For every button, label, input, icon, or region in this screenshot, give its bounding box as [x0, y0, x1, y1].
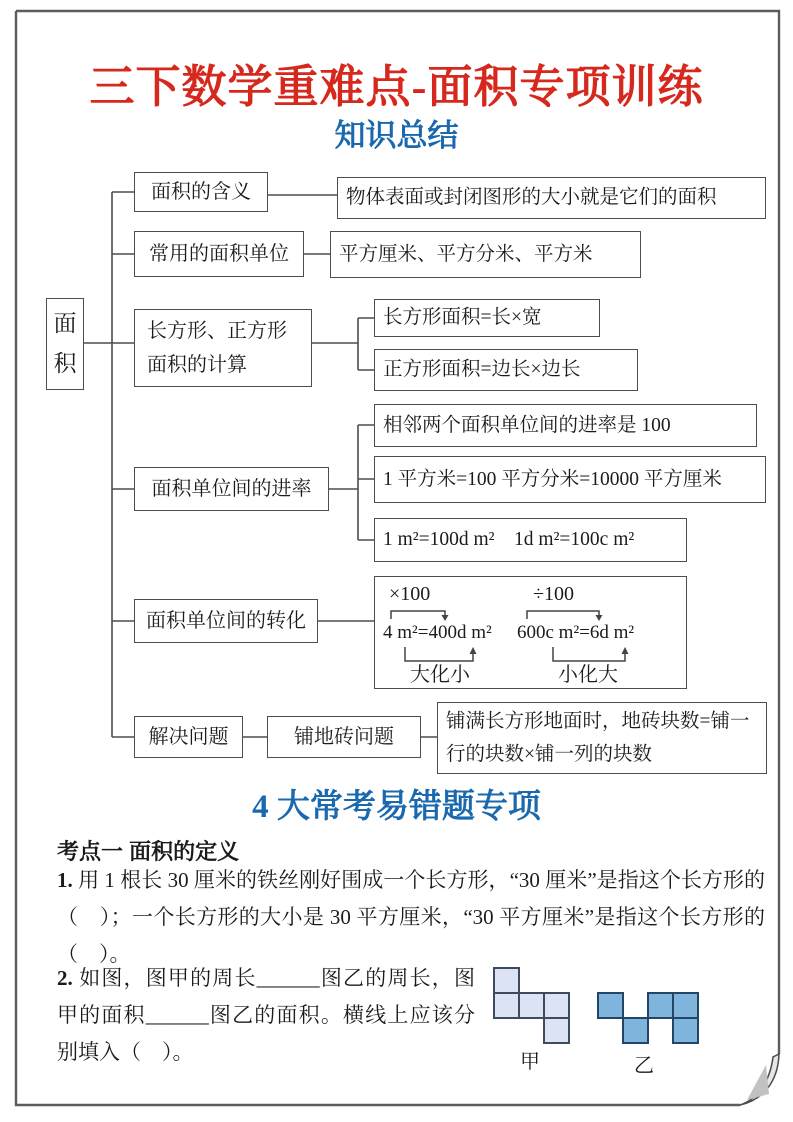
small-to-big-equation: 600c m²=6d m² — [517, 622, 635, 643]
question-1 — [57, 862, 765, 973]
grid-cell — [543, 1017, 570, 1044]
question-2-text: 如图，图甲的周长______图乙的周长，图甲的面积______图乙的面积。横线上应该分别填入（ ）。 — [57, 966, 475, 1064]
square-area-formula: 正方形面积=边长×边长 — [374, 349, 638, 391]
branch-common-units-label: 常用的面积单位 — [134, 231, 304, 277]
mindmap-root: 面积 — [46, 298, 84, 390]
grid-cell — [622, 1017, 649, 1044]
question-1-number: 1. — [57, 868, 73, 892]
branch-rect-square-calc-label: 长方形、正方形面积的计算 — [134, 309, 312, 387]
conversion-rate-rule: 相邻两个面积单位间的进率是 100 — [374, 404, 757, 447]
conversion-rate-example: 1 平方米=100 平方分米=10000 平方厘米 — [374, 456, 766, 503]
branch-area-meaning-label: 面积的含义 — [134, 172, 268, 212]
rectangle-area-formula: 长方形面积=长×宽 — [374, 299, 600, 337]
grid-cell — [672, 992, 699, 1019]
figure-jia-label: 甲 — [520, 1051, 540, 1073]
grid-cell — [493, 992, 520, 1019]
divide-100-label: ÷100 — [533, 583, 574, 605]
big-to-small-caption: 大化小 — [410, 664, 470, 686]
error-prone-section-heading: 4 大常考易错题专项 — [252, 789, 541, 825]
grid-cell — [647, 992, 674, 1019]
unit-conversion-diagram — [374, 576, 687, 689]
page-curl-icon — [740, 1054, 779, 1105]
tiling-problem-label: 铺地砖问题 — [267, 716, 421, 758]
branch-problem-solving-label: 解决问题 — [134, 716, 243, 758]
question-2 — [57, 960, 475, 1071]
area-meaning-content: 物体表面或封闭图形的大小就是它们的面积 — [337, 177, 766, 219]
page-title: 三下数学重难点-面积专项训练 — [89, 62, 704, 112]
grid-cell — [543, 992, 570, 1019]
grid-cell — [597, 992, 624, 1019]
small-to-big-caption: 小化大 — [558, 664, 618, 686]
branch-unit-conversion-label: 面积单位间的转化 — [134, 599, 318, 643]
figure-jia — [493, 967, 573, 1047]
grid-cell — [518, 992, 545, 1019]
branch-conversion-rate-label: 面积单位间的进率 — [134, 467, 329, 511]
tiling-problem-content: 铺满长方形地面时，地砖块数=铺一行的块数×铺一列的块数 — [437, 702, 767, 774]
big-to-small-equation: 4 m²=400d m² — [383, 622, 492, 643]
multiply-100-label: ×100 — [389, 583, 431, 605]
grid-cell — [493, 967, 520, 994]
question-2-number: 2. — [57, 966, 73, 990]
grid-cell — [672, 1017, 699, 1044]
knowledge-summary-heading: 知识总结 — [334, 118, 459, 153]
conversion-rate-symbols: 1 m²=100d m² 1d m²=100c m² — [374, 518, 687, 562]
figure-yi — [597, 992, 702, 1047]
question-1-text: 用 1 根长 30 厘米的铁丝刚好围成一个长方形，“30 厘米”是指这个长方形的（ ）；一个长方形的大小是 30 平方厘米，“30 平方厘米”是指这个长方形的（ ）。 — [57, 868, 766, 966]
common-units-content: 平方厘米、平方分米、平方米 — [330, 231, 641, 278]
figure-yi-label: 乙 — [634, 1055, 654, 1077]
topic1-heading: 考点一 面积的定义 — [57, 839, 240, 864]
